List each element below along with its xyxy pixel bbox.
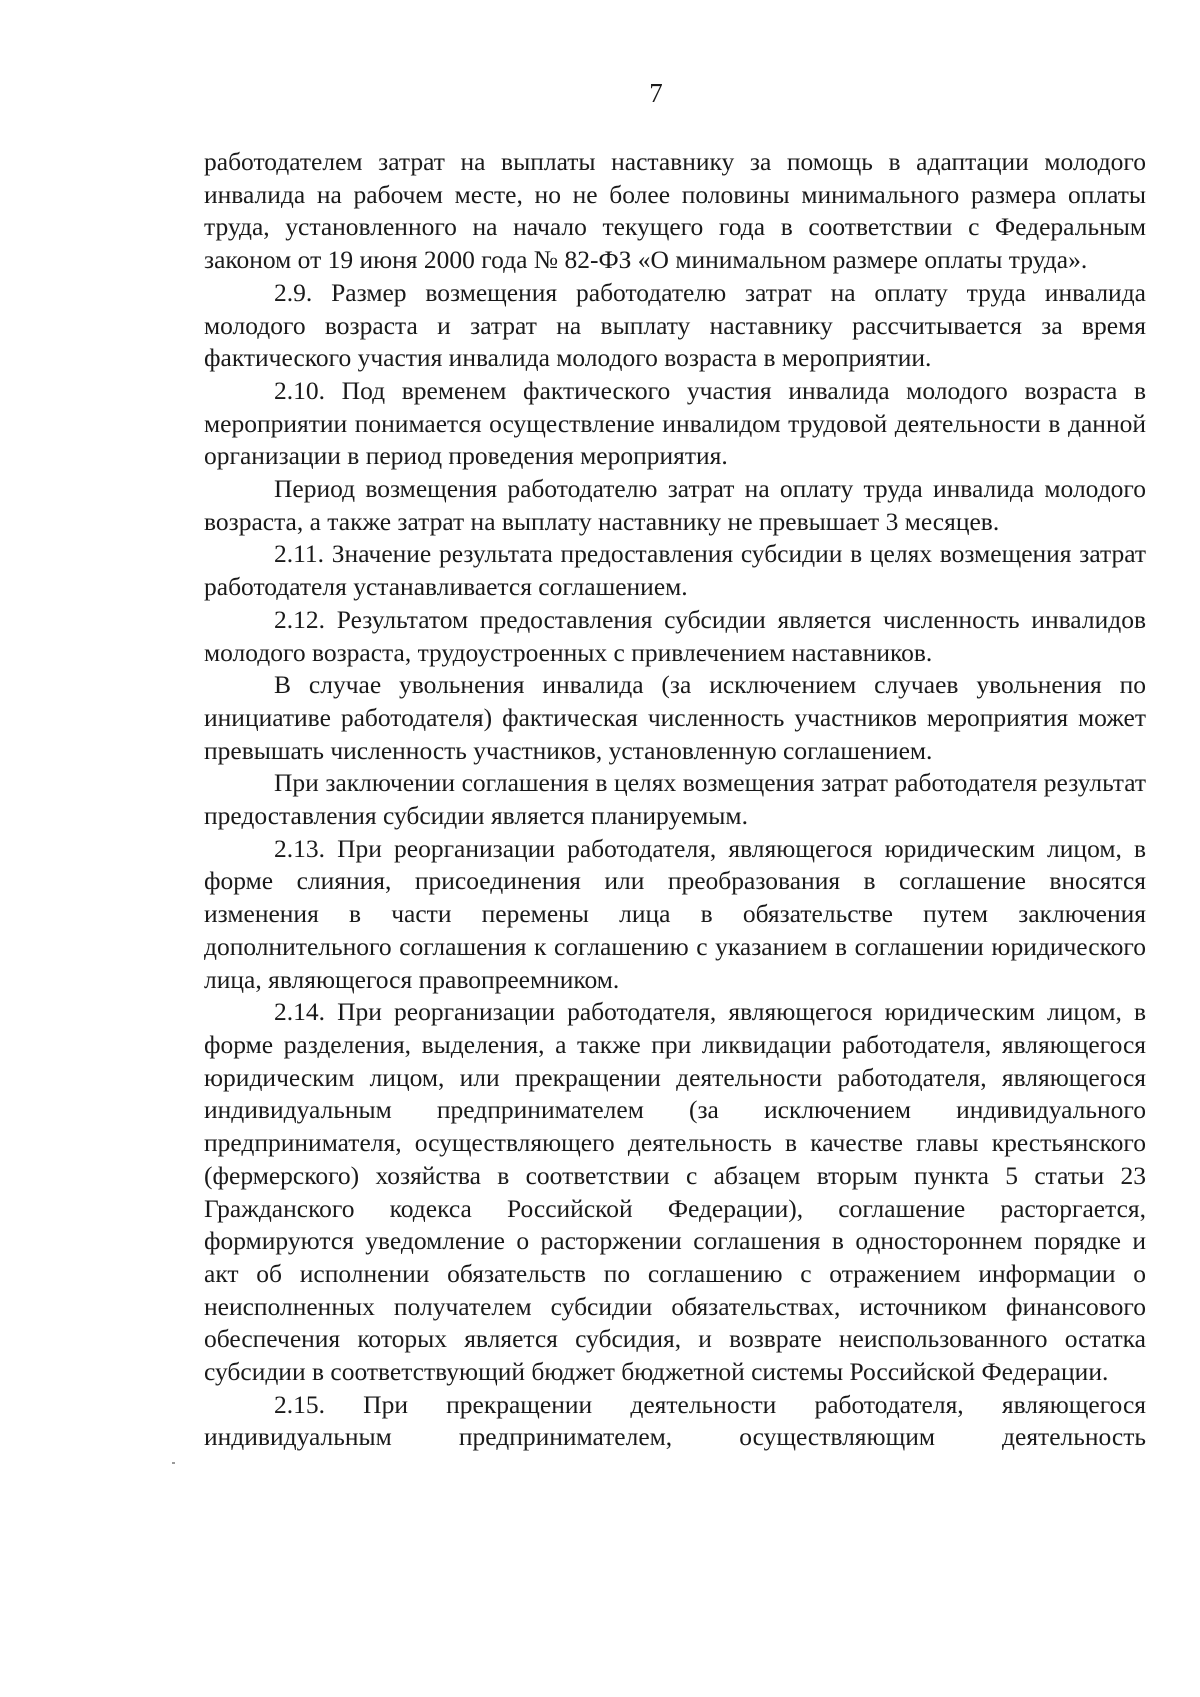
paragraph-2-13: 2.13. При реорганизации работодателя, являющегося юридическим лицом, в форме слияния, присоединения или преобразования в соглашение вносятся изменения в части перемены лица в обязательстве путем заключения дополнительного соглашения к соглашению с указанием в соглашении юридического лица, являющегося правопреемником. bbox=[204, 833, 1146, 994]
paragraph-2-10: 2.10. Под временем фактического участия инвалида молодого возраста в мероприятии понимается осуществление инвалидом трудовой деятельности в данной организации в период проведения мероприятия. bbox=[204, 375, 1146, 471]
paragraph-continuation: работодателем затрат на выплаты наставнику за помощь в адаптации молодого инвалида на рабочем месте, но не более половины минимального размера оплаты труда, установленного на начало текущего года в соответствии с Федеральным законом от 19 июня 2000 года № 82-ФЗ «О минимальном размере оплаты труда». bbox=[204, 147, 1146, 275]
paragraph-dismissal-case: В случае увольнения инвалида (за исключением случаев увольнения по инициативе работодателя) фактическая численность участников мероприятия может превышать численность участников, установленную соглашением. bbox=[204, 670, 1146, 765]
paragraph-2-11: 2.11. Значение результата предоставления субсидии в целях возмещения затрат работодателя устанавливается соглашением. bbox=[204, 539, 1146, 602]
paragraph-2-15: 2.15. При прекращении деятельности работодателя, являющегося индивидуальным предпринимателем, осуществляющим деятельность bbox=[204, 1389, 1146, 1452]
paragraph-2-12: 2.12. Результатом предоставления субсидии является численность инвалидов молодого возраста, трудоустроенных с привлечением наставников. bbox=[204, 604, 1146, 667]
paragraph-reimbursement-period: Период возмещения работодателю затрат на оплату труда инвалида молодого возраста, а также затрат на выплату наставнику не превышает 3 месяцев. bbox=[204, 474, 1146, 536]
scan-artifact-mark bbox=[172, 1462, 175, 1464]
page-number: 7 bbox=[649, 78, 663, 108]
document-body bbox=[204, 146, 1146, 1454]
paragraph-agreement-result: При заключении соглашения в целях возмещения затрат работодателя результат предоставления субсидии является планируемым. bbox=[204, 768, 1146, 831]
paragraph-2-9: 2.9. Размер возмещения работодателю затрат на оплату труда инвалида молодого возраста и затрат на выплату наставнику рассчитывается за время фактического участия инвалида молодого возраста в мероприятии. bbox=[204, 277, 1146, 373]
paragraph-2-14: 2.14. При реорганизации работодателя, являющегося юридическим лицом, в форме разделения, выделения, а также при ликвидации работодателя, являющегося юридическим лицом, или прекращении деятельности работодателя, являющегося индивидуальным предпринимателем (за исключением индивидуального предпринимателя, осуществляющего деятельность в качестве главы крестьянского (фермерского) хозяйства в соответствии с абзацем вторым пункта 5 статьи 23 Гражданского кодекса Российской Федерации), соглашение расторгается, формируются уведомление о расторжении соглашения в одностороннем порядке и акт об исполнении обязательств по соглашению с отражением информации о неисполненных получателем субсидии обязательствах, источником финансового обеспечения которых является субсидия, и возврате неиспользованного остатка субсидии в соответствующий бюджет бюджетной системы Российской Федерации. bbox=[204, 997, 1146, 1387]
